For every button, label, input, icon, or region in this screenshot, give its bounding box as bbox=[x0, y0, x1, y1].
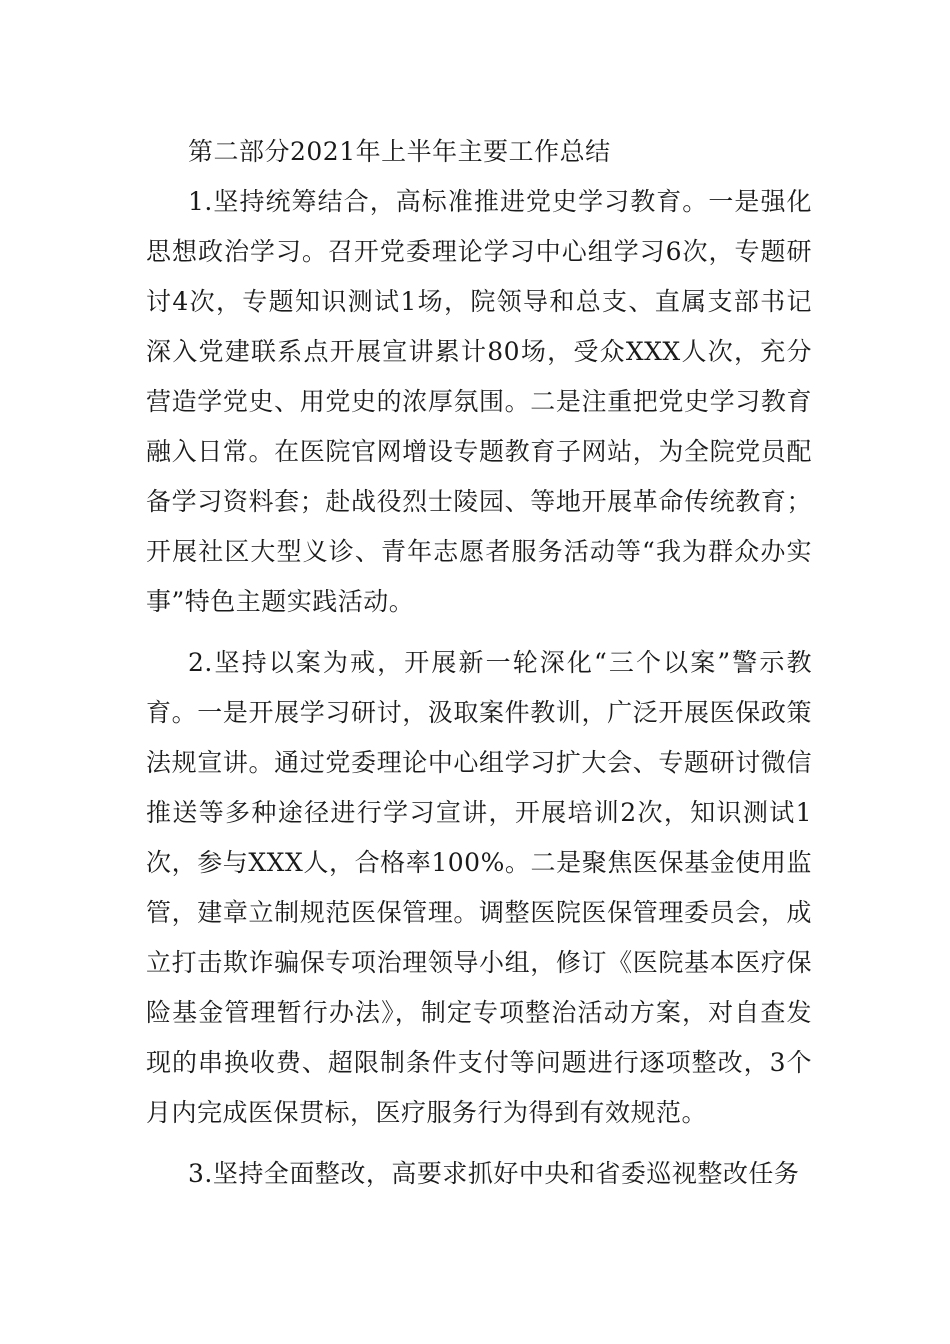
paragraph-3: 3.坚持全面整改，高要求抓好中央和省委巡视整改任务 bbox=[188, 1159, 800, 1188]
document-body bbox=[146, 127, 812, 1199]
section-heading: 第二部分2021年上半年主要工作总结 bbox=[188, 137, 611, 166]
paragraph-2: 2.坚持以案为戒，开展新一轮深化“三个以案”警示教育。一是开展学习研讨，汲取案件教训，广泛开展医保政策法规宣讲。通过党委理论中心组学习扩大会、专题研讨微信推送等多种途径进行学习宣讲，开展培训2次，知识测试1次，参与XXX人，合格率100%。二是聚焦医保基金使用监管，建章立制规范医保管理。调整医院医保管理委员会，成立打击欺诈骗保专项治理领导小组，修订《医院基本医疗保险基金管理暂行办法》，制定专项整治活动方案，对自查发现的串换收费、超限制条件支付等问题进行逐项整改，3个月内完成医保贯标，医疗服务行为得到有效规范。 bbox=[146, 648, 812, 1127]
paragraph-1: 1.坚持统筹结合，高标准推进党史学习教育。一是强化思想政治学习。召开党委理论学习中心组学习6次，专题研讨4次，专题知识测试1场，院领导和总支、直属支部书记深入党建联系点开展宣讲累计80场，受众XXX人次，充分营造学党史、用党史的浓厚氛围。二是注重把党史学习教育融入日常。在医院官网增设专题教育子网站，为全院党员配备学习资料套；赴战役烈士陵园、等地开展革命传统教育；开展社区大型义诊、青年志愿者服务活动等“我为群众办实事”特色主题实践活动。 bbox=[146, 187, 812, 616]
